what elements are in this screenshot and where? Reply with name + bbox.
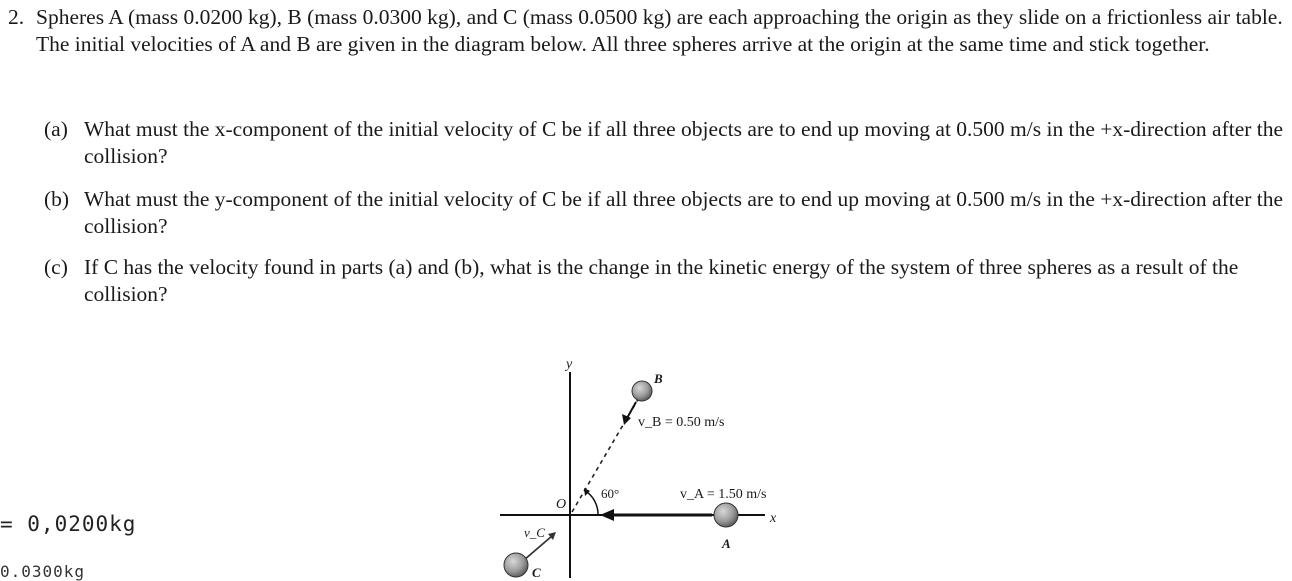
angle-arc-arrowhead (584, 488, 590, 496)
problem-stem: Spheres A (mass 0.0200 kg), B (mass 0.0300 kg), and C (mass 0.0500 kg) are each approaching the origin as they slide on a frictionless air table. The initial velocities of A and B are given in the diagram below. All three spheres arrive at the origin at the same time and stick together. (36, 5, 1283, 56)
sphere-c (504, 553, 528, 577)
part-c-label: (c) (44, 255, 68, 279)
sphere-c-label: C (532, 565, 541, 580)
sphere-b (632, 381, 652, 401)
part-a-text: What must the x-component of the initial velocity of C be if all three objects are to end up moving at 0.500 m/s in the +x-direction after the collision? (84, 117, 1284, 168)
handwritten-note-mass-b: 0.0300kg (0, 562, 86, 581)
va-label: v_A = 1.50 m/s (680, 487, 767, 502)
problem-number: 2. (8, 5, 25, 29)
sphere-b-label: B (654, 371, 663, 386)
va-arrowhead (600, 509, 614, 521)
vb-label: v_B = 0.50 m/s (638, 415, 725, 430)
part-a-label: (a) (44, 117, 68, 141)
handwritten-note-mass-a: = 0,0200kg (0, 512, 137, 536)
origin-label: O (556, 497, 567, 512)
x-axis-label: x (770, 511, 777, 526)
part-c-text: If C has the velocity found in parts (a) and (b), what is the change in the kinetic energy of the system of three spheres as a result of the collision? (84, 255, 1239, 306)
sphere-a (714, 503, 738, 527)
vc-label: v_C (524, 525, 545, 540)
vb-arrowhead (622, 414, 631, 425)
part-b-label: (b) (44, 187, 70, 211)
y-axis-label: y (566, 357, 573, 372)
sphere-a-label: A (722, 536, 731, 551)
part-b-text: What must the y-component of the initial velocity of C be if all three objects are to end up moving at 0.500 m/s in the +x-direction after the collision? (84, 187, 1284, 238)
angle-label: 60° (601, 486, 620, 501)
